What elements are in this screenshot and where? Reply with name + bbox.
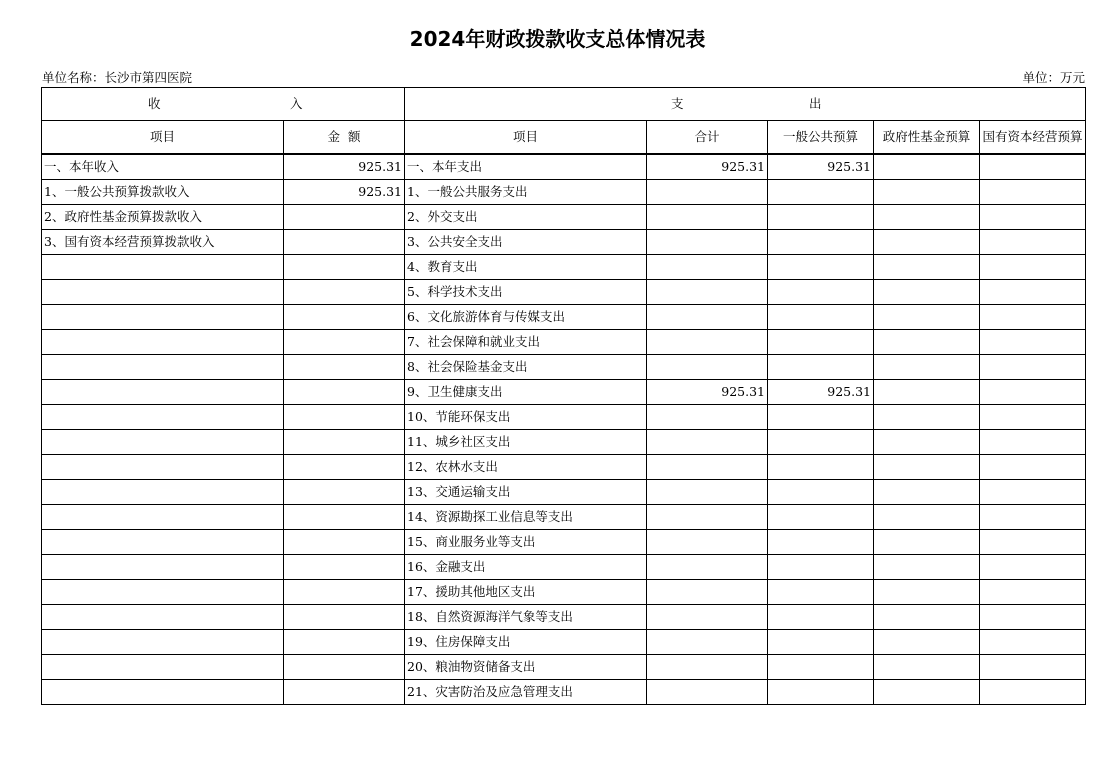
general-budget-cell: 925.31 <box>768 380 874 405</box>
expense-item-cell: 一、本年支出 <box>405 154 647 180</box>
general-budget-cell: 925.31 <box>768 154 874 180</box>
income-item-cell <box>42 505 284 530</box>
expense-total-cell <box>647 205 768 230</box>
income-item-cell <box>42 280 284 305</box>
income-amount-cell <box>284 680 405 705</box>
income-amount-cell <box>284 630 405 655</box>
income-amount-cell <box>284 230 405 255</box>
unit-name: 单位名称：长沙市第四医院 <box>42 70 193 85</box>
expense-total-cell <box>647 655 768 680</box>
expense-total-cell <box>647 280 768 305</box>
fund-budget-cell <box>874 505 980 530</box>
fund-budget-cell <box>874 430 980 455</box>
fund-budget-cell <box>874 230 980 255</box>
state-capital-budget-cell <box>980 630 1086 655</box>
income-amount-cell <box>284 605 405 630</box>
fund-budget-cell <box>874 355 980 380</box>
general-budget-cell <box>768 605 874 630</box>
expense-total-cell <box>647 505 768 530</box>
expense-item-cell: 16、金融支出 <box>405 555 647 580</box>
expense-total-cell <box>647 530 768 555</box>
general-budget-cell <box>768 530 874 555</box>
general-budget-cell <box>768 405 874 430</box>
expense-total-cell <box>647 305 768 330</box>
income-group-header <box>42 88 405 121</box>
expense-item-cell: 7、社会保障和就业支出 <box>405 330 647 355</box>
fund-budget-cell <box>874 480 980 505</box>
general-budget-cell <box>768 655 874 680</box>
fund-budget-cell <box>874 655 980 680</box>
income-amount-cell <box>284 380 405 405</box>
general-budget-cell <box>768 355 874 380</box>
expense-item-cell: 10、节能环保支出 <box>405 405 647 430</box>
fund-budget-cell <box>874 305 980 330</box>
table-row <box>42 330 1086 355</box>
expense-total-cell <box>647 230 768 255</box>
expense-item-cell: 8、社会保险基金支出 <box>405 355 647 380</box>
income-item-cell <box>42 530 284 555</box>
income-item-cell <box>42 455 284 480</box>
col-header-general-budget: 一般公共预算 <box>768 121 874 155</box>
general-budget-cell <box>768 280 874 305</box>
expense-item-cell: 9、卫生健康支出 <box>405 380 647 405</box>
income-item-cell <box>42 655 284 680</box>
income-amount-cell <box>284 555 405 580</box>
table-row <box>42 430 1086 455</box>
income-item-cell <box>42 380 284 405</box>
general-budget-cell <box>768 630 874 655</box>
col-header-income-item: 项目 <box>42 121 284 155</box>
income-item-cell <box>42 330 284 355</box>
state-capital-budget-cell <box>980 580 1086 605</box>
income-amount-cell: 925.31 <box>284 180 405 205</box>
expense-item-cell: 11、城乡社区支出 <box>405 430 647 455</box>
table-row <box>42 305 1086 330</box>
general-budget-cell <box>768 305 874 330</box>
state-capital-budget-cell <box>980 505 1086 530</box>
state-capital-budget-cell <box>980 280 1086 305</box>
general-budget-cell <box>768 580 874 605</box>
income-item-cell <box>42 480 284 505</box>
fund-budget-cell <box>874 605 980 630</box>
table-row <box>42 405 1086 430</box>
general-budget-cell <box>768 505 874 530</box>
expense-total-cell <box>647 580 768 605</box>
table-row <box>42 655 1086 680</box>
expense-total-cell <box>647 330 768 355</box>
expense-item-cell: 2、外交支出 <box>405 205 647 230</box>
state-capital-budget-cell <box>980 180 1086 205</box>
expense-item-cell: 1、一般公共服务支出 <box>405 180 647 205</box>
income-amount-cell <box>284 655 405 680</box>
income-amount-cell <box>284 330 405 355</box>
state-capital-budget-cell <box>980 305 1086 330</box>
state-capital-budget-cell <box>980 330 1086 355</box>
expense-item-cell: 4、教育支出 <box>405 255 647 280</box>
general-budget-cell <box>768 180 874 205</box>
income-amount-cell <box>284 430 405 455</box>
general-budget-cell <box>768 205 874 230</box>
fund-budget-cell <box>874 380 980 405</box>
income-amount-cell <box>284 305 405 330</box>
page-title: 2024年财政拨款收支总体情况表 <box>409 27 706 51</box>
income-amount-cell <box>284 355 405 380</box>
table-row <box>42 680 1086 705</box>
general-budget-cell <box>768 680 874 705</box>
fund-budget-cell <box>874 280 980 305</box>
income-item-cell <box>42 305 284 330</box>
expense-total-cell <box>647 680 768 705</box>
state-capital-budget-cell <box>980 605 1086 630</box>
income-item-cell <box>42 605 284 630</box>
state-capital-budget-cell <box>980 530 1086 555</box>
fund-budget-cell <box>874 205 980 230</box>
expense-group-label-a: 支 <box>671 96 684 111</box>
table-row <box>42 555 1086 580</box>
expense-item-cell: 19、住房保障支出 <box>405 630 647 655</box>
table-row <box>42 380 1086 405</box>
table-row <box>42 530 1086 555</box>
expense-group-header <box>405 88 1086 121</box>
col-header-income-amount: 金 额 <box>284 121 405 155</box>
general-budget-cell <box>768 455 874 480</box>
income-item-cell <box>42 680 284 705</box>
col-header-fund-budget: 政府性基金预算 <box>874 121 980 155</box>
table-row <box>42 455 1086 480</box>
expense-item-cell: 20、粮油物资储备支出 <box>405 655 647 680</box>
general-budget-cell <box>768 330 874 355</box>
expense-item-cell: 13、交通运输支出 <box>405 480 647 505</box>
budget-table <box>41 87 1086 705</box>
expense-item-cell: 14、资源勘探工业信息等支出 <box>405 505 647 530</box>
table-row <box>42 180 1086 205</box>
table-row <box>42 505 1086 530</box>
income-amount-cell <box>284 205 405 230</box>
state-capital-budget-cell <box>980 480 1086 505</box>
income-amount-cell <box>284 530 405 555</box>
fund-budget-cell <box>874 255 980 280</box>
expense-total-cell <box>647 355 768 380</box>
fund-budget-cell <box>874 154 980 180</box>
income-item-cell <box>42 630 284 655</box>
state-capital-budget-cell <box>980 555 1086 580</box>
table-row <box>42 230 1086 255</box>
expense-total-cell <box>647 480 768 505</box>
col-header-state-capital-budget: 国有资本经营预算 <box>980 121 1086 155</box>
expense-item-cell: 21、灾害防治及应急管理支出 <box>405 680 647 705</box>
expense-total-cell <box>647 255 768 280</box>
state-capital-budget-cell <box>980 230 1086 255</box>
income-amount-cell: 925.31 <box>284 154 405 180</box>
expense-item-cell: 15、商业服务业等支出 <box>405 530 647 555</box>
unit-label: 单位：万元 <box>1022 70 1085 85</box>
fund-budget-cell <box>874 405 980 430</box>
income-item-cell <box>42 555 284 580</box>
state-capital-budget-cell <box>980 405 1086 430</box>
income-item-cell <box>42 430 284 455</box>
expense-total-cell <box>647 555 768 580</box>
table-row <box>42 355 1086 380</box>
income-amount-cell <box>284 405 405 430</box>
state-capital-budget-cell <box>980 655 1086 680</box>
expense-total-cell: 925.31 <box>647 380 768 405</box>
general-budget-cell <box>768 430 874 455</box>
state-capital-budget-cell <box>980 355 1086 380</box>
fund-budget-cell <box>874 555 980 580</box>
general-budget-cell <box>768 555 874 580</box>
expense-total-cell <box>647 405 768 430</box>
fund-budget-cell <box>874 630 980 655</box>
expense-item-cell: 3、公共安全支出 <box>405 230 647 255</box>
header-row-group <box>42 88 1086 121</box>
fund-budget-cell <box>874 180 980 205</box>
state-capital-budget-cell <box>980 455 1086 480</box>
income-amount-cell <box>284 280 405 305</box>
expense-item-cell: 6、文化旅游体育与传媒支出 <box>405 305 647 330</box>
income-item-cell <box>42 405 284 430</box>
expense-item-cell: 5、科学技术支出 <box>405 280 647 305</box>
income-item-cell <box>42 255 284 280</box>
state-capital-budget-cell <box>980 380 1086 405</box>
table-row <box>42 580 1086 605</box>
income-amount-cell <box>284 580 405 605</box>
expense-total-cell <box>647 605 768 630</box>
expense-item-cell: 12、农林水支出 <box>405 455 647 480</box>
income-item-cell <box>42 580 284 605</box>
income-amount-cell <box>284 255 405 280</box>
table-row <box>42 154 1086 180</box>
table-row <box>42 280 1086 305</box>
table-row <box>42 630 1086 655</box>
state-capital-budget-cell <box>980 680 1086 705</box>
general-budget-cell <box>768 230 874 255</box>
income-item-cell: 1、一般公共预算拨款收入 <box>42 180 284 205</box>
state-capital-budget-cell <box>980 430 1086 455</box>
income-item-cell: 3、国有资本经营预算拨款收入 <box>42 230 284 255</box>
table-row <box>42 605 1086 630</box>
table-row <box>42 255 1086 280</box>
fund-budget-cell <box>874 530 980 555</box>
state-capital-budget-cell <box>980 154 1086 180</box>
fund-budget-cell <box>874 330 980 355</box>
expense-total-cell: 925.31 <box>647 154 768 180</box>
expense-total-cell <box>647 455 768 480</box>
income-item-cell: 2、政府性基金预算拨款收入 <box>42 205 284 230</box>
income-amount-cell <box>284 455 405 480</box>
header-row-columns <box>42 121 1086 155</box>
expense-total-cell <box>647 430 768 455</box>
state-capital-budget-cell <box>980 205 1086 230</box>
general-budget-cell <box>768 255 874 280</box>
table-row <box>42 205 1086 230</box>
income-item-cell <box>42 355 284 380</box>
expense-group-label-b: 出 <box>809 96 822 111</box>
col-header-expense-item: 项目 <box>405 121 647 155</box>
fund-budget-cell <box>874 580 980 605</box>
fund-budget-cell <box>874 455 980 480</box>
expense-item-cell: 18、自然资源海洋气象等支出 <box>405 605 647 630</box>
income-item-cell: 一、本年收入 <box>42 154 284 180</box>
col-header-expense-total: 合计 <box>647 121 768 155</box>
state-capital-budget-cell <box>980 255 1086 280</box>
general-budget-cell <box>768 480 874 505</box>
expense-total-cell <box>647 180 768 205</box>
fund-budget-cell <box>874 680 980 705</box>
table-row <box>42 480 1086 505</box>
income-amount-cell <box>284 480 405 505</box>
income-group-label-b: 入 <box>290 96 303 111</box>
income-group-label-a: 收 <box>148 96 161 111</box>
expense-item-cell: 17、援助其他地区支出 <box>405 580 647 605</box>
income-amount-cell <box>284 505 405 530</box>
expense-total-cell <box>647 630 768 655</box>
